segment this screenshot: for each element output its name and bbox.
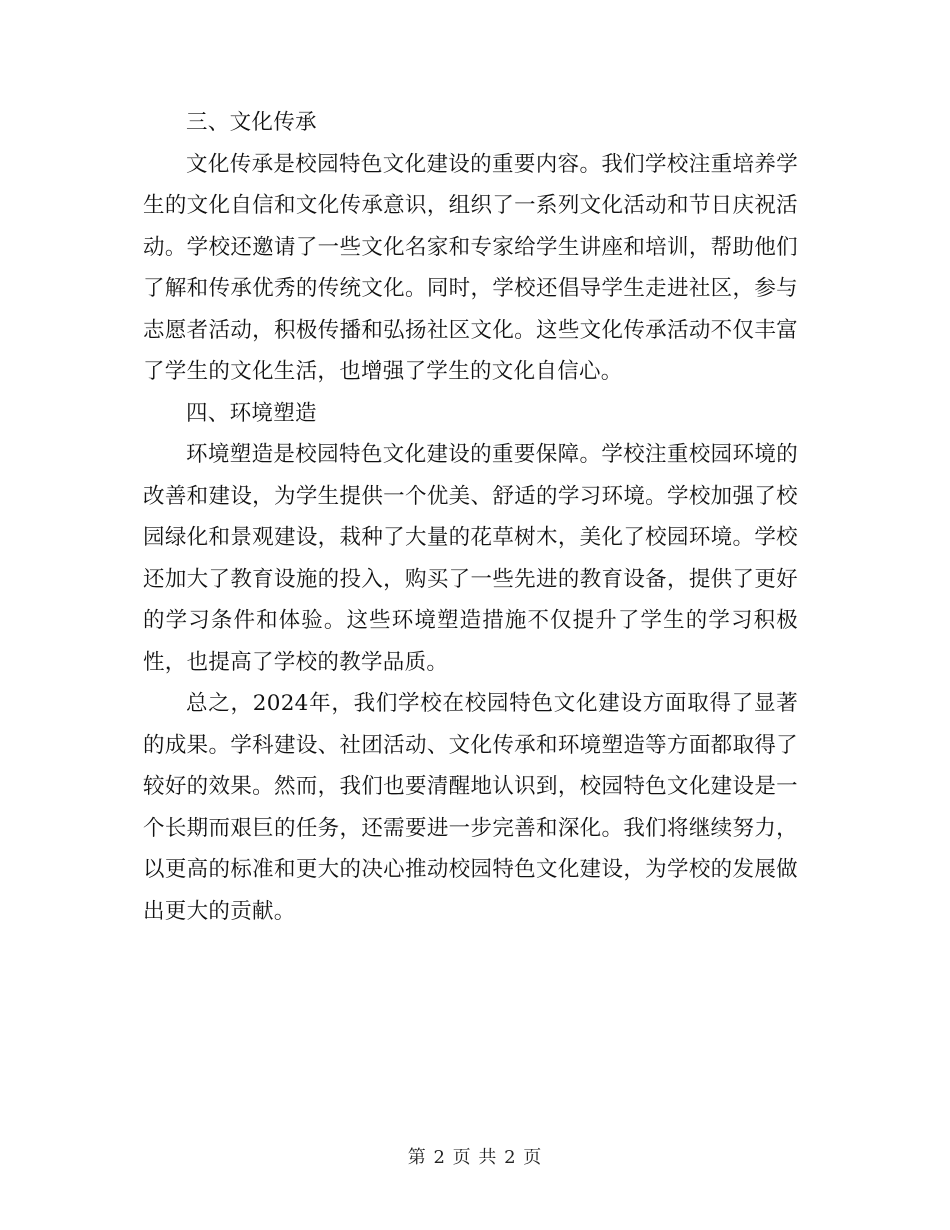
paragraph-conclusion: 总之，2024年，我们学校在校园特色文化建设方面取得了显著的成果。学科建设、社团活动、文化传承和环境塑造等方面都取得了较好的效果。然而，我们也要清醒地认识到，校园特色文化建设是一个长期而艰巨的任务，还需要进一步完善和深化。我们将继续努力，以更高的标准和更大的决心推动校园特色文化建设，为学校的发展做出更大的贡献。 — [143, 691, 798, 924]
document-body — [143, 102, 798, 932]
page-footer: 第 2 页 共 2 页 — [407, 1147, 543, 1168]
section-heading-culture: 三、文化传承 — [186, 110, 317, 135]
paragraph-culture: 文化传承是校园特色文化建设的重要内容。我们学校注重培养学生的文化自信和文化传承意识，组织了一系列文化活动和节日庆祝活动。学校还邀请了一些文化名家和专家给学生讲座和培训，帮助他们了解和传承优秀的传统文化。同时，学校还倡导学生走进社区，参与志愿者活动，积极传播和弘扬社区文化。这些文化传承活动不仅丰富了学生的文化生活，也增强了学生的文化自信心。 — [143, 151, 798, 384]
paragraph-environment: 环境塑造是校园特色文化建设的重要保障。学校注重校园环境的改善和建设，为学生提供一个优美、舒适的学习环境。学校加强了校园绿化和景观建设，栽种了大量的花草树木，美化了校园环境。学校还加大了教育设施的投入，购买了一些先进的教育设备，提供了更好的学习条件和体验。这些环境塑造措施不仅提升了学生的学习积极性，也提高了学校的教学品质。 — [143, 442, 798, 675]
section-heading-environment: 四、环境塑造 — [186, 400, 317, 426]
